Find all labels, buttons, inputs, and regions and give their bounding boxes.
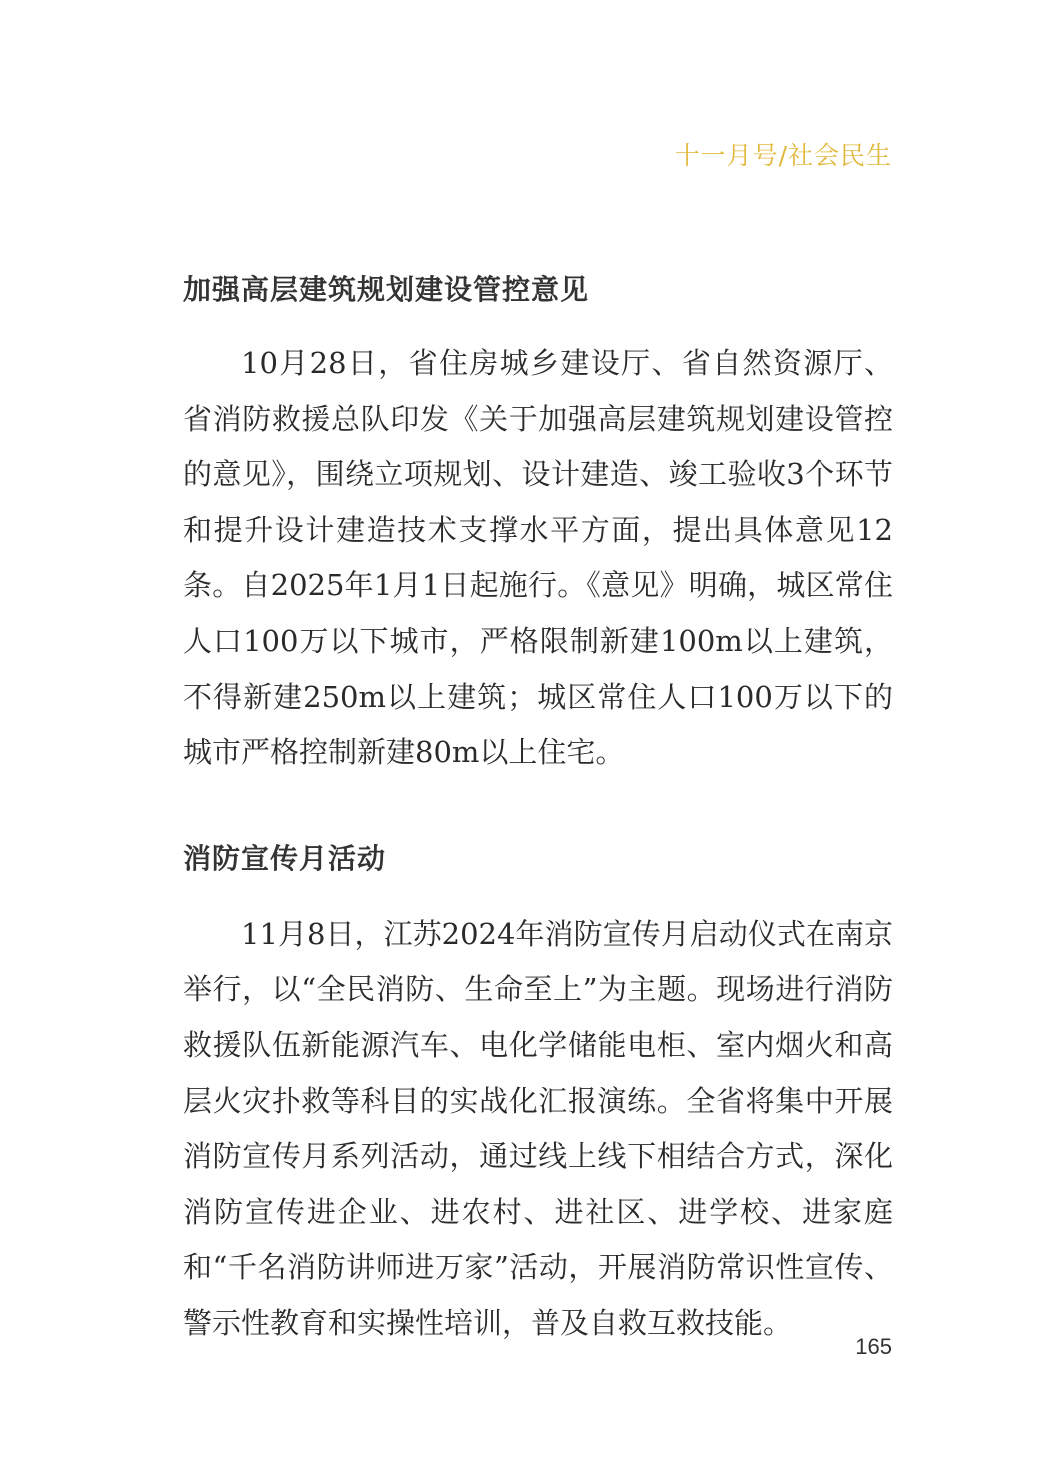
page-number: 165 <box>855 1334 892 1359</box>
section-heading: 加强高层建筑规划建设管控意见 <box>183 273 590 306</box>
section-fire-safety-month <box>183 837 893 1352</box>
section-body: 10月28日，省住房城乡建设厅、省自然资源厅、省消防救援总队印发《关于加强高层建筑规划建设管控的意见》，围绕立项规划、设计建造、竣工验收3个环节和提升设计建造技术支撑水平方面，提出具体意见12条。自2025年1月1日起施行。《意见》明确，城区常住人口100万以下城市，严格限制新建100m以上建筑，不得新建250m以上建筑；城区常住人口100万以下的城市严格控制新建80m以上住宅。 <box>183 346 893 770</box>
section-heading: 消防宣传月活动 <box>183 841 387 875</box>
running-header: 十一月号/社会民生 <box>674 141 892 170</box>
article-content <box>183 268 893 1352</box>
section-high-rise-planning <box>183 268 893 781</box>
section-body: 11月8日，江苏2024年消防宣传月启动仪式在南京举行，以“全民消防、生命至上”为主题。现场进行消防救援队伍新能源汽车、电化学储能电柜、室内烟火和高层火灾扑救等科目的实战化汇报演练。全省将集中开展消防宣传月系列活动，通过线上线下相结合方式，深化消防宣传进企业、进农村、进社区、进学校、进家庭和“千名消防讲师进万家”活动，开展消防常识性宣传、警示性教育和实操性培训，普及自救互救技能。 <box>183 916 893 1340</box>
